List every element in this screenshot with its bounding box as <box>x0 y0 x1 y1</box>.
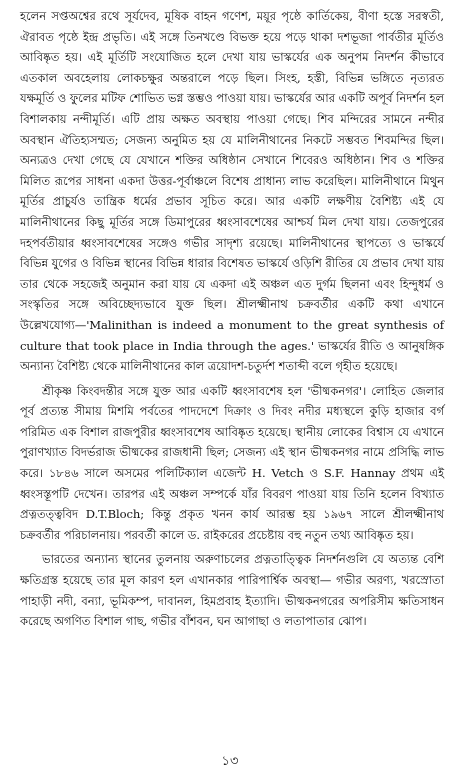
paragraph-bhishmaknagar: শ্রীকৃষ্ণ কিংবদন্তীর সঙ্গে যুক্ত আর একটি ধ্বংসাবশেষ হল 'ভীষ্মকনগর'। লোহিত জেলার পূর্ব প্রত্যন্ত সীমায় মিশমি পর্বতের পাদদেশে দিক্রাং ও দিবং নদীর মধ্যস্থলে কুড়ি হাজার বর্গ পরিমিত এক বিশাল রাজপুরীর ধ্বংসাবশেষ আবিষ্কৃত হয়েছে। স্থানীয় লোকের বিশ্বাস যে এখানে পুরাণখ্যাত বিদর্ভরাজ ভীষ্মকের রাজধানী ছিল; সেজন্য এই স্থান ভীষ্মকনগর নামে প্রসিদ্ধি লাভ করে। ১৮৪৬ সালে অসমের পলিটিক্যাল এজেন্ট H. Vetch ও S.F. Hannay প্রথম এই ধ্বংসস্তূপটি দেখেন। তারপর এই অঞ্চল সম্পর্কে যাঁর বিবরণ পাওয়া যায় তিনি হলেন বিখ্যাত প্রত্নতত্ত্ববিদ D.T.Bloch; কিন্তু প্রকৃত খনন কার্য আরম্ভ হয় ১৯৬৭ সালে শ্রীলক্ষ্মীনাথ চক্রবর্তীর পরিচালনায়। পরবর্তী কালে ড. রাইকরের প্রচেষ্টায় বহু নতুন তথ্য আবিষ্কৃত হয়। <box>20 383 444 542</box>
paragraph-damage-causes: ভারতের অন্যান্য স্থানের তুলনায় অরুণাচলের প্রত্নতাত্ত্বিক নিদর্শনগুলি যে অত্যন্ত বেশি ক্ষতিগ্রস্ত হয়েছে তার মূল কারণ হল এখানকার পারিপার্শ্বিক অবস্থা— গভীর অরণ্য, খরস্রোতা পাহাড়ী নদী, বন্যা, ভূমিকম্প, দাবানল, হিমপ্রবাহ ইত্যাদি। ভীষ্মকনগরের অপরিসীম ক্ষতিসাধন করেছে অগণিত বিশাল গাছ, গভীর বাঁশবন, ঘন আগাছা ও লতাপাতার ঝোপ। <box>20 552 444 629</box>
body-text <box>20 6 444 632</box>
paragraph-malinithan-continued: হলেন সপ্তঅশ্বের রথে সূর্যদেব, মূষিক বাহন গণেশ, ময়ূর পৃষ্ঠে কার্তিকেয়, বীণা হস্তে সরস্বতী, ঐরাবত পৃষ্ঠে ইন্দ্র প্রভৃতি। এই সঙ্গে তিনখণ্ডে বিভক্ত হয়ে পড়ে থাকা দশভূজা পার্বতীর মূর্তিও আবিষ্কৃত হয়। এই মূর্তিটি সংযোজিত হলে দেখা যায় ভাস্কর্যের এক অনুপম নিদর্শন কীভাবে এতকাল অবহেলায় লোকচক্ষুর অন্তরালে পড়ে ছিল। সিংহ, হস্তী, বিভিন্ন ভঙ্গিতে নৃত্যরত যক্ষমূর্তি ও ফুলের মটিফ শোভিত ভগ্ন স্তম্ভও পাওয়া যায়। ভাস্কর্যের আর একটি অপূর্ব নিদর্শন হল বিশালকায় নন্দীমূর্তি। এটি প্রায় অক্ষত অবস্থায় পাওয়া গেছে। শিব মন্দিরের সামনে নন্দীর অবস্থান ঐতিহ্যসম্মত; সেজন্য অনুমিত হয় যে মালিনীথানের নিকটে সম্ভবত শিবমন্দির ছিল। অন্যত্রও দেখা গেছে যে যেখানে শক্তির অধিষ্ঠান সেখানে শিবেরও অধিষ্ঠান। শিব ও শক্তির মিলিত রূপের সাধনা একদা উত্তর-পূর্বাঞ্চলে বিশেষ প্রাধান্য লাভ করেছিল। মালিনীথানে মিথুন মূর্তির প্রাচুর্যও তান্ত্রিক ধর্মের প্রভাব সূচিত করে। আর একটি লক্ষণীয় বৈশিষ্ট্য এই যে মালিনীথানের কিছু মূর্তির সঙ্গে ডিমাপুরের ধ্বংসাবশেষের আশ্চর্য মিল দেখা যায়। তেজপুরের দহপর্বতীয়ার ধ্বংসাবশেষের সঙ্গেও গভীর সাদৃশ্য রয়েছে। মালিনীথানের স্থাপত্যে ও ভাস্কর্যে বিভিন্ন যুগের ও বিভিন্ন স্থানের বিভিন্ন ধারার বিশেষত ভাস্কর্যে ওড়িশি রীতির যে প্রভাব দেখা যায় তার থেকে সহজেই অনুমান করা যায় যে একদা এই অঞ্চল এত দুর্গম ছিলনা এবং হিন্দুধর্ম ও সংস্কৃতির সঙ্গে অবিচ্ছেদ্যভাবে যুক্ত ছিল। শ্রীলক্ষ্মীনাথ চক্রবর্তীর একটি কথা এখানে উল্লেখযোগ্য—'Malinithan is indeed a monument to the great synthesis of culture that took place in India through the ages.' ভাস্কর্যের রীতি ও আনুষঙ্গিক অন্যান্য বৈশিষ্ট্য থেকে মালিনীথানের কাল ত্রয়োদশ-চতুর্দশ শতাব্দী বলে গৃহীত হয়েছে। <box>20 9 444 374</box>
page-number: ১৩ <box>221 754 239 769</box>
